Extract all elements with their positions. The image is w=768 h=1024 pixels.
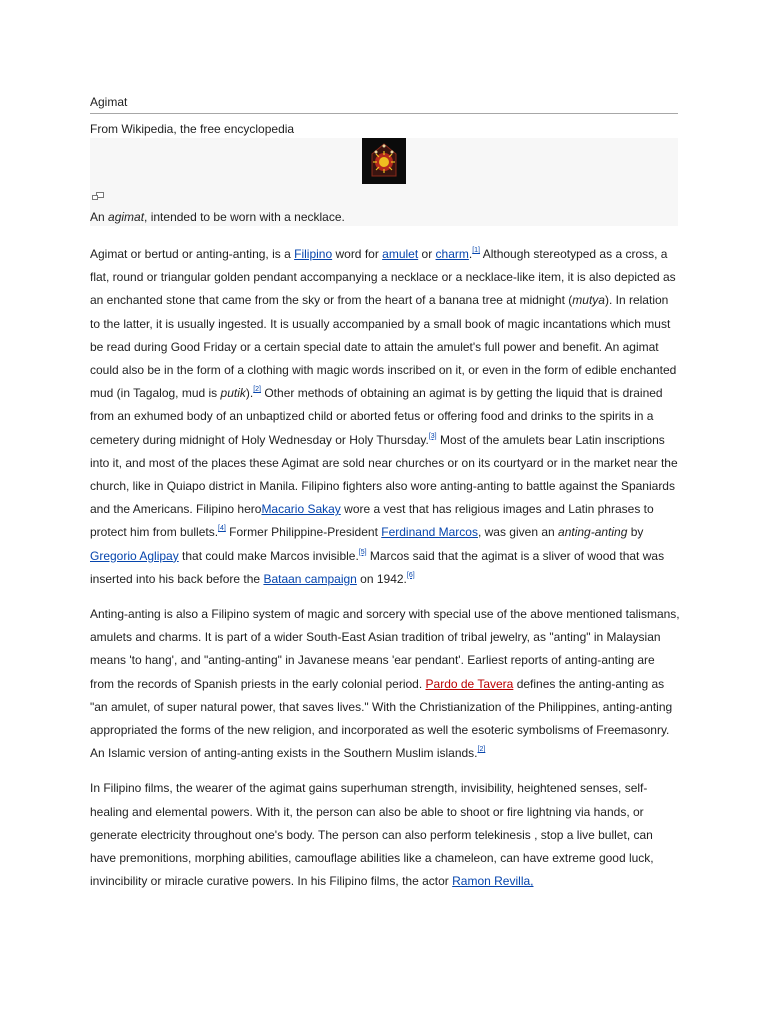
text-run: In Filipino films, the wearer of the agimat gains superhuman strength, invisibility, heightened senses, self-healing and elemental powers. With it, the person can also be able to shoot or fire lightning via hands, or generate electricity throughout one's body. The person can also perform telekinesis , stop a live bullet, can have premonitions, morphing abilities, camouflage abilities like a chameleon, can have extreme good luck, invincibility or miracle curative powers. In his Filipino films, the actor [90,781,654,889]
text-run: Although stereotyped as a cross, a flat, round or triangular golden pendant accompanying a necklace or a necklace-like item, it is also depicted as an enchanted stone that came from the sky or from the heart of a banana tree at midnight ( [90,247,676,308]
link-charm[interactable]: charm [435,247,469,261]
page-subtitle: From Wikipedia, the free encyclopedia [90,122,295,136]
caption-text: , intended to be worn with a necklace. [144,210,345,224]
text-run: Former Philippine-President [225,525,382,540]
text-run: ). [245,386,254,401]
text-run: defines the anting-anting as "an amulet, of super natural power, that saves lives." With the Christianization of the Philippines, anting-anting appropriated the forms of the new religion, and incorporated as well the esoteric symbolisms of Freemasonry. An Islamic version of anting-anting exists in the Southern Muslim islands. [90,676,673,761]
citation-link-6[interactable]: [6] [406,571,415,579]
article-body [90,243,680,905]
citation [407,572,415,579]
text-run: Anting-anting is also a Filipino system of magic and sorcery with special use of the above mentioned talismans, amulets and charms. It is part of a wider South-East Asian tradition of tribal jewelry, as "anting" in Malaysian means 'to hang', and "anting-anting" in Javanese means 'ear pendant'. Earliest reports of anting-anting are from the records of Spanish priests in the early colonial period. [90,607,680,691]
text-run: ). In relation to the latter, it is usually ingested. It is usually accompanied by a small book of magic incantations which must be read during Good Friday or a certain special date to attain the amulet's full power and benefit. An agimat could also be in the form of a clothing with magic words inscribed on it, or even in the form of edible enchanted mud (in Tagalog, mud is [90,293,677,401]
figure-caption [90,210,345,225]
text-run: , was given an [477,525,559,540]
citation-link-5[interactable]: [5] [358,548,367,556]
paragraph-1 [90,243,680,591]
link-gregorio-aglipay[interactable]: Gregorio Aglipay [90,548,179,563]
text-run: or [418,247,436,261]
figure-box [90,138,678,226]
amulet-image[interactable] [362,138,406,184]
citation [218,525,226,532]
emphasis-text: putik [220,386,246,401]
link-ferdinand-marcos[interactable]: Ferdinand Marcos [381,525,478,540]
text-run: that could make Marcos invisible. [178,548,359,563]
text-run: Agimat or bertud or anting-anting, is a [90,247,295,261]
citation [478,746,486,753]
citation-link-7[interactable]: [2] [477,746,486,754]
text-run: Most of the amulets bear Latin inscriptions into it, and most of the places these Agimat are sold near churches or on its courtyard or in the market near the church, like in Quiapo district in Manila. Filipino fighters also wore anting-anting to battle against the Spaniards and the Americans. Filipino hero [90,432,678,517]
link-ramon-revilla[interactable]: Ramon Revilla, [452,874,534,889]
text-run: . [468,247,473,261]
enlarge-icon-graphic [92,192,104,200]
text-run: on 1942. [356,571,407,586]
link-filipino[interactable]: Filipino [294,247,333,261]
caption-text: An [90,210,109,224]
text-run: Marcos said that the agimat is a sliver of wood that was inserted into his back before the [90,548,665,586]
text-run: wore a vest that has religious images and Latin phrases to protect him from bullets. [90,502,654,540]
amulet-image-graphic [362,138,406,184]
text-run: word for [332,247,383,261]
citation-link-1[interactable]: [1] [472,247,481,254]
link-pardo-de-tavera[interactable]: Pardo de Tavera [425,676,514,691]
text-run: Other methods of obtaining an agimat is by getting the liquid that is drained from an exhumed body of an unbaptized child or aborted fetus or offering food and drinks to the spirits in a cemetery during midnight of Holy Wednesday or Holy Thursday. [90,386,663,447]
caption-emphasis: agimat [108,210,145,224]
citation-link-3[interactable]: [3] [428,432,437,440]
citation [472,247,480,254]
emphasis-text: mutya [572,293,605,308]
citation-link-4[interactable]: [4] [218,525,226,533]
emphasis-text: anting-anting [558,525,628,540]
text-run: by [627,525,644,540]
page-title: Agimat [90,95,678,114]
link-macario-sakay[interactable]: Macario Sakay [261,502,341,517]
citation [359,549,367,556]
enlarge-icon[interactable] [92,187,104,195]
paragraph-3 [90,777,680,893]
citation [253,386,261,393]
citation [429,433,437,440]
citation-link-2[interactable]: [2] [253,386,262,394]
paragraph-2 [90,603,680,765]
link-amulet[interactable]: amulet [382,247,419,261]
link-bataan-campaign[interactable]: Bataan campaign [263,571,357,586]
